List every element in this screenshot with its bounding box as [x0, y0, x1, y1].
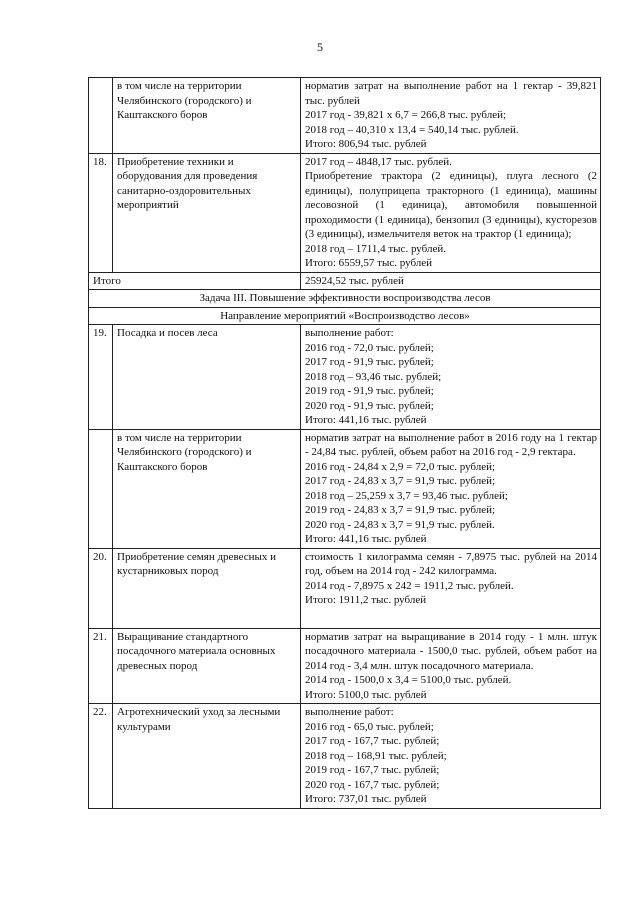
description-line: Итого: 737,01 тыс. рублей: [305, 793, 427, 805]
measure-description: [301, 548, 601, 628]
table-row: [89, 153, 601, 272]
section-row: [89, 290, 601, 308]
description-line: 2017 год - 24,83 х 3,7 = 91,9 тыс. рублей;: [305, 475, 496, 487]
description-line: 2020 год - 167,7 тыс. рублей;: [305, 778, 440, 791]
description-line: Итого: 6559,57 тыс. рублей: [305, 257, 433, 269]
table-row: [89, 548, 601, 628]
table-row: [89, 704, 601, 809]
description-line: норматив затрат на выращивание в 2014 году - 1 млн. штук посадочного материала - 1500,0 тыс. рублей, объем работ на 2014 год - 3,4 млн. штук посадочного материала.: [305, 630, 597, 672]
measure-description: [301, 429, 601, 548]
measure-name: в том числе на территории Челябинского (городского) и Каштакского боров: [113, 78, 301, 154]
description-line: норматив затрат на выполнение работ в 2016 году на 1 гектар - 24,84 тыс. рублей, объем работ на 2016 год - 2,9 гектара.: [305, 431, 597, 458]
description-line: 2016 год - 24,84 х 2,9 = 72,0 тыс. рублей;: [305, 460, 496, 473]
description-line: Итого: 5100,0 тыс. рублей: [305, 688, 427, 701]
table-row: [89, 628, 601, 704]
description-line: норматив затрат на выполнение работ на 1 гектар - 39,821 тыс. рублей: [305, 80, 597, 107]
description-line: 2018 год – 1711,4 тыс. рублей.: [305, 242, 446, 255]
description-line: Итого: 441,16 тыс. рублей: [305, 533, 427, 545]
description-line: 2014 год - 1500,0 х 3,4 = 5100,0 тыс. рублей.: [305, 674, 512, 686]
row-number: 19.: [89, 325, 113, 430]
description-line: 2018 год – 93,46 тыс. рублей;: [305, 370, 442, 383]
description-line: 2019 год - 24,83 х 3,7 = 91,9 тыс. рублей;: [305, 504, 496, 516]
measures-table: [88, 77, 601, 809]
section-subheading: Направление мероприятий «Воспроизводство лесов»: [89, 307, 601, 325]
row-number: 20.: [89, 548, 113, 628]
section-heading: Задача III. Повышение эффективности воспроизводства лесов: [89, 290, 601, 308]
description-line: выполнение работ:: [305, 327, 394, 339]
description-line: 2016 год - 72,0 тыс. рублей;: [305, 341, 434, 354]
measure-name: Приобретение семян древесных и кустарниковых пород: [113, 548, 301, 628]
description-line: Итого: 441,16 тыс. рублей: [305, 414, 427, 426]
measure-name: Агротехнический уход за лесными культурами: [113, 704, 301, 809]
description-line: 2017 год - 39,821 х 6,7 = 266,8 тыс. рублей;: [305, 109, 507, 121]
total-value: 25924,52 тыс. рублей: [301, 272, 601, 290]
row-number: [89, 429, 113, 548]
measure-description: [301, 78, 601, 154]
description-line: 2019 год - 91,9 тыс. рублей;: [305, 385, 434, 397]
description-line: 2018 год – 40,310 х 13,4 = 540,14 тыс. рублей.: [305, 123, 519, 136]
measure-name: Выращивание стандартного посадочного материала основных древесных пород: [113, 628, 301, 704]
table-row: [89, 429, 601, 548]
description-line: стоимость 1 килограмма семян - 7,8975 тыс. рублей на 2014 год, объем на 2014 год - 242 килограмма.: [305, 550, 597, 577]
measure-name: Приобретение техники и оборудования для проведения санитарно-оздоровительных мероприятий: [113, 153, 301, 272]
row-number: 18.: [89, 153, 113, 272]
row-number: 22.: [89, 704, 113, 809]
measure-description: [301, 325, 601, 430]
measure-name: Посадка и посев леса: [113, 325, 301, 430]
description-line: 2017 год - 91,9 тыс. рублей;: [305, 356, 434, 368]
description-line: 2017 год – 4848,17 тыс. рублей.: [305, 155, 452, 168]
description-line: Итого: 1911,2 тыс. рублей: [305, 594, 427, 606]
description-line: 2014 год - 7,8975 х 242 = 1911,2 тыс. рублей.: [305, 579, 514, 592]
description-line: Приобретение трактора (2 единицы), плуга лесного (2 единицы), полуприцепа тракторного (1 единица), машины лесовозной (1 единица), автомобиля повышенной проходимости (1 единица), бензопил (3 единицы), кусторезов (3 единицы), измельчителя веток на трактор (1 единица);: [305, 170, 597, 240]
total-row: [89, 272, 601, 290]
measure-description: [301, 153, 601, 272]
measure-name: в том числе на территории Челябинского (городского) и Каштакского боров: [113, 429, 301, 548]
total-label: Итого: [89, 272, 301, 290]
page-number: 5: [317, 40, 323, 54]
section-row: [89, 307, 601, 325]
description-line: 2020 год - 24,83 х 3,7 = 91,9 тыс. рублей.: [305, 518, 495, 531]
description-line: 2018 год – 25,259 х 3,7 = 93,46 тыс. рублей;: [305, 489, 508, 502]
row-number: [89, 78, 113, 154]
description-line: 2017 год - 167,7 тыс. рублей;: [305, 735, 440, 747]
row-number: 21.: [89, 628, 113, 704]
measure-description: [301, 704, 601, 809]
measure-description: [301, 628, 601, 704]
table-row: [89, 78, 601, 154]
description-line: Итого: 806,94 тыс. рублей: [305, 138, 427, 150]
description-line: 2018 год – 168,91 тыс. рублей;: [305, 749, 447, 762]
description-line: 2019 год - 167,7 тыс. рублей;: [305, 764, 440, 776]
description-line: 2020 год - 91,9 тыс. рублей;: [305, 399, 434, 412]
description-line: выполнение работ:: [305, 706, 394, 718]
description-line: 2016 год - 65,0 тыс. рублей;: [305, 720, 434, 733]
table-row: [89, 325, 601, 430]
